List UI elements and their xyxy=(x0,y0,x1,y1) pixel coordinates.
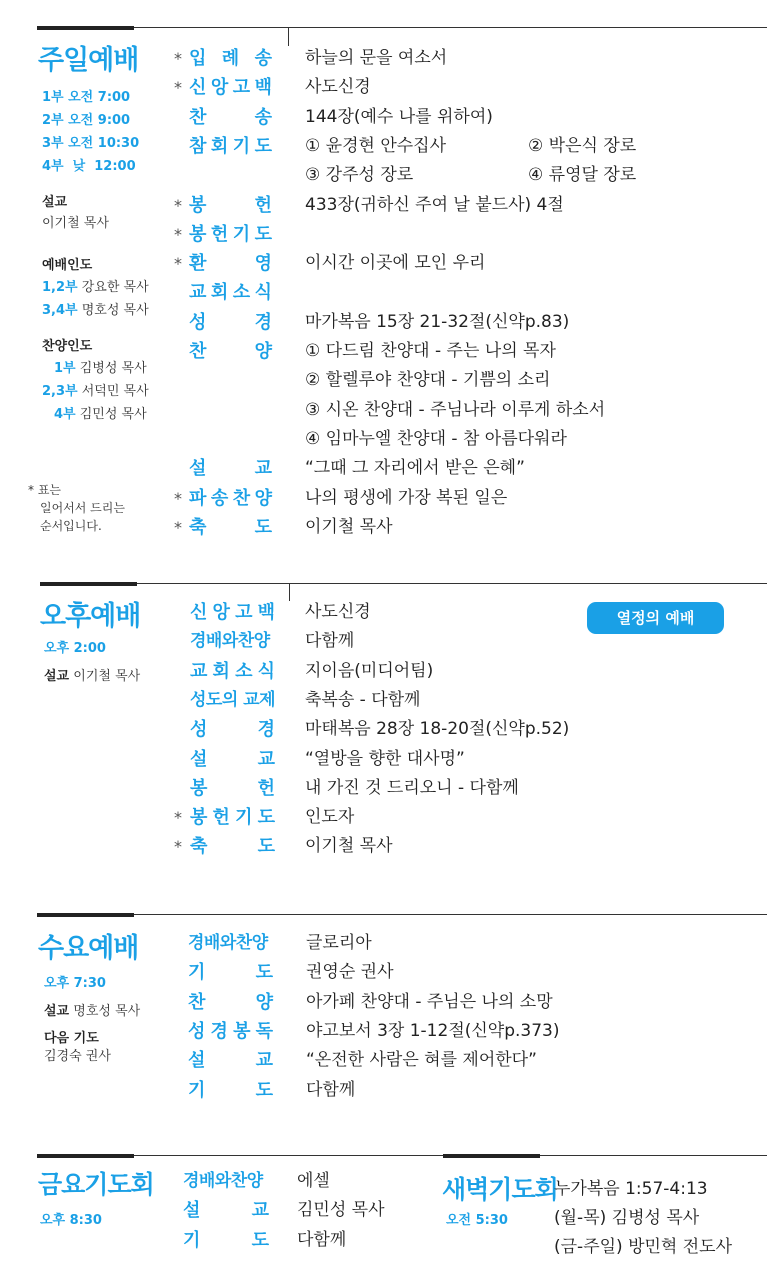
dawn-title: 새벽기도회 xyxy=(442,1175,558,1204)
order-row xyxy=(0,425,767,454)
sunday-title: 주일예배 xyxy=(38,45,139,76)
order-row xyxy=(0,396,767,425)
order-row xyxy=(0,803,767,832)
order-value: 하늘의 문을 여소서 xyxy=(305,48,448,68)
order-row xyxy=(0,454,767,483)
order-label: 교 회 소 식 xyxy=(189,282,272,304)
sunday-praise-1: 1부 김병성 목사 xyxy=(54,361,147,376)
next-prayer-label: 다음 기도 xyxy=(44,1031,99,1046)
order-value: 다함께 xyxy=(297,1229,347,1250)
order-value: 이기철 목사 xyxy=(305,516,393,537)
order-value: ② 할렐루야 찬양대 - 기쁨의 소리 xyxy=(305,370,551,391)
order-value: 아가페 찬양대 - 주님은 나의 소망 xyxy=(306,991,553,1012)
sunday-sermon-label: 설교 xyxy=(42,195,68,210)
order-label: 경배와찬양 xyxy=(190,631,270,652)
order-value: 마태복음 28장 18-20절(신약p.52) xyxy=(305,719,570,740)
afternoon-title: 오후예배 xyxy=(40,601,141,632)
order-value: 나의 평생에 가장 복된 일은 xyxy=(305,487,508,508)
order-label: 성도의 교제 xyxy=(190,689,276,710)
standing-mark: * xyxy=(174,254,182,274)
order-row xyxy=(0,929,767,958)
order-value: 인도자 xyxy=(305,807,355,828)
passion-worship-badge: 열정의 예배 xyxy=(587,602,724,634)
order-label: 봉 헌 xyxy=(190,777,275,799)
order-row xyxy=(0,958,767,987)
standing-note-3: 순서입니다. xyxy=(40,519,102,533)
order-row xyxy=(0,161,767,190)
sunday-praise-3: 4부 김민성 목사 xyxy=(54,407,147,422)
order-value-2: ② 박은식 장로 xyxy=(528,135,637,156)
order-label: 경배와찬양 xyxy=(183,1171,263,1191)
sunday-time-1: 1부 오전 7:00 xyxy=(42,90,131,105)
order-value: 다함께 xyxy=(305,631,355,652)
order-value: 마가복음 15장 21-32절(신약p.83) xyxy=(305,311,570,332)
order-row xyxy=(0,774,767,803)
order-value: ③ 시온 찬양대 - 주님나라 이루게 하소서 xyxy=(305,399,606,420)
sunday-leader-1: 1,2부 강요한 목사 xyxy=(42,280,149,295)
order-label: 교 회 소 식 xyxy=(190,660,275,682)
order-row xyxy=(0,44,767,73)
dawn-line-1: 누가복음 1:57-4:13 xyxy=(554,1179,708,1199)
sunday-time-3: 3부 오전 10:30 xyxy=(42,136,140,151)
order-value: “열방을 향한 대사명” xyxy=(305,748,465,769)
order-value: 다함께 xyxy=(306,1079,356,1100)
order-row xyxy=(0,988,767,1017)
standing-mark: * xyxy=(174,78,182,98)
sunday-leader-label: 예배인도 xyxy=(42,258,93,273)
order-value: “그때 그 자리에서 받은 은혜” xyxy=(305,458,525,479)
order-label: 성 경 xyxy=(190,719,275,741)
order-value: 사도신경 xyxy=(305,602,371,622)
order-label: 설 교 xyxy=(189,458,272,480)
order-label: 축 도 xyxy=(189,516,272,538)
order-value: 이기철 목사 xyxy=(305,836,393,857)
order-row xyxy=(0,191,767,220)
order-value: 김민성 목사 xyxy=(297,1200,385,1221)
standing-note-2: 일어서서 드리는 xyxy=(40,501,125,515)
dawn-line-3: (금-주일) 방민혁 전도사 xyxy=(554,1237,733,1257)
order-label: 설 교 xyxy=(188,1050,273,1072)
order-row xyxy=(0,73,767,102)
order-label: 기 도 xyxy=(188,1079,273,1101)
order-row xyxy=(0,598,767,627)
order-row xyxy=(0,1076,767,1105)
order-row xyxy=(0,513,767,542)
order-label: 찬 송 xyxy=(189,106,272,128)
order-value: 글로리아 xyxy=(306,933,372,953)
order-label: 경배와찬양 xyxy=(188,933,268,953)
order-value: 축복송 - 다함께 xyxy=(305,689,421,710)
friday-title: 금요기도회 xyxy=(38,1170,154,1199)
standing-note-1: * 표는 xyxy=(28,483,62,497)
section-divider-accent xyxy=(40,582,137,586)
sunday-sermon-name: 이기철 목사 xyxy=(42,216,109,231)
sunday-praise-label: 찬양인도 xyxy=(42,339,93,354)
section-divider-accent xyxy=(37,26,134,30)
order-label: 봉 헌 xyxy=(189,194,272,216)
order-label: 봉 헌 기 도 xyxy=(190,807,275,829)
order-label: 참 회 기 도 xyxy=(189,135,272,157)
section-divider xyxy=(134,27,767,28)
sunday-leader-2: 3,4부 명호성 목사 xyxy=(42,303,149,318)
order-value: “온전한 사람은 혀를 제어한다” xyxy=(306,1050,537,1071)
order-value: 내 가진 것 드리오니 - 다함께 xyxy=(305,777,519,798)
order-label: 신 앙 고 백 xyxy=(190,602,275,623)
order-row xyxy=(0,657,767,686)
order-value: 사도신경 xyxy=(305,77,371,98)
order-row xyxy=(0,745,767,774)
order-row xyxy=(0,366,767,395)
dawn-line-2: (월-목) 김병성 목사 xyxy=(554,1208,700,1228)
order-row xyxy=(0,278,767,307)
order-row xyxy=(0,627,767,656)
standing-mark: * xyxy=(174,517,182,537)
section-divider-accent xyxy=(37,1154,134,1158)
order-label: 입 례 송 xyxy=(189,48,272,69)
next-prayer-name: 김경숙 권사 xyxy=(44,1049,111,1064)
afternoon-sermon: 설교 이기철 목사 xyxy=(44,669,141,684)
order-label: 설 교 xyxy=(190,748,275,770)
order-row xyxy=(0,484,767,513)
order-row xyxy=(0,249,767,278)
order-row xyxy=(0,832,767,861)
afternoon-time: 오후 2:00 xyxy=(44,641,106,656)
wednesday-title: 수요예배 xyxy=(38,933,139,964)
order-value: ① 윤경현 안수집사 xyxy=(305,135,447,156)
order-row xyxy=(0,132,767,161)
standing-mark: * xyxy=(174,49,182,68)
order-row xyxy=(0,1017,767,1046)
order-row xyxy=(0,308,767,337)
order-label: 봉 헌 기 도 xyxy=(189,223,272,245)
section-divider xyxy=(134,914,767,915)
order-value: 433장(귀하신 주여 날 붙드사) 4절 xyxy=(305,194,564,215)
order-value: 권영순 권사 xyxy=(306,962,394,983)
sunday-time-4: 4부 낮 12:00 xyxy=(42,159,136,174)
order-value: 이시간 이곳에 모인 우리 xyxy=(305,253,486,274)
order-label: 성 경 봉 독 xyxy=(188,1020,273,1042)
dawn-time: 오전 5:30 xyxy=(446,1213,508,1228)
order-label: 신 앙 고 백 xyxy=(189,77,272,99)
order-value: 야고보서 3장 1-12절(신약p.373) xyxy=(306,1020,560,1041)
order-label: 기 도 xyxy=(188,962,273,984)
standing-mark: * xyxy=(174,837,182,857)
order-row xyxy=(0,1046,767,1075)
standing-mark: * xyxy=(174,224,182,244)
order-label: 기 도 xyxy=(183,1229,269,1251)
order-label: 설 교 xyxy=(183,1200,269,1222)
order-value: ④ 임마누엘 찬양대 - 참 아름다워라 xyxy=(305,428,567,449)
order-label: 축 도 xyxy=(190,836,275,858)
order-label: 찬 양 xyxy=(188,991,273,1013)
order-label: 파 송 찬 양 xyxy=(189,487,272,509)
wednesday-time: 오후 7:30 xyxy=(44,976,106,991)
order-row xyxy=(0,220,767,249)
order-value: 에셀 xyxy=(297,1171,330,1191)
standing-mark: * xyxy=(174,808,182,828)
order-value: ① 다드림 찬양대 - 주는 나의 목자 xyxy=(305,341,556,361)
order-label: 찬 양 xyxy=(189,341,272,362)
section-divider-accent xyxy=(443,1154,540,1158)
order-label: 성 경 xyxy=(189,311,272,333)
standing-mark: * xyxy=(174,195,182,215)
order-value: ③ 강주성 장로 xyxy=(305,165,414,186)
section-divider-accent xyxy=(37,913,134,917)
standing-mark: * xyxy=(174,488,182,508)
order-value-2: ④ 류영달 장로 xyxy=(528,165,637,186)
order-value: 144장(예수 나를 위하여) xyxy=(305,106,493,127)
order-row xyxy=(0,686,767,715)
wednesday-sermon: 설교 명호성 목사 xyxy=(44,1004,141,1019)
order-row xyxy=(0,337,767,366)
order-row xyxy=(0,715,767,744)
section-divider xyxy=(137,583,767,584)
sunday-praise-2: 2,3부 서덕민 목사 xyxy=(42,384,149,399)
sunday-time-2: 2부 오전 9:00 xyxy=(42,113,131,128)
friday-time: 오후 8:30 xyxy=(40,1213,102,1228)
order-row xyxy=(0,103,767,132)
order-value: 지이음(미디어팀) xyxy=(305,660,434,681)
order-label: 환 영 xyxy=(189,253,272,275)
